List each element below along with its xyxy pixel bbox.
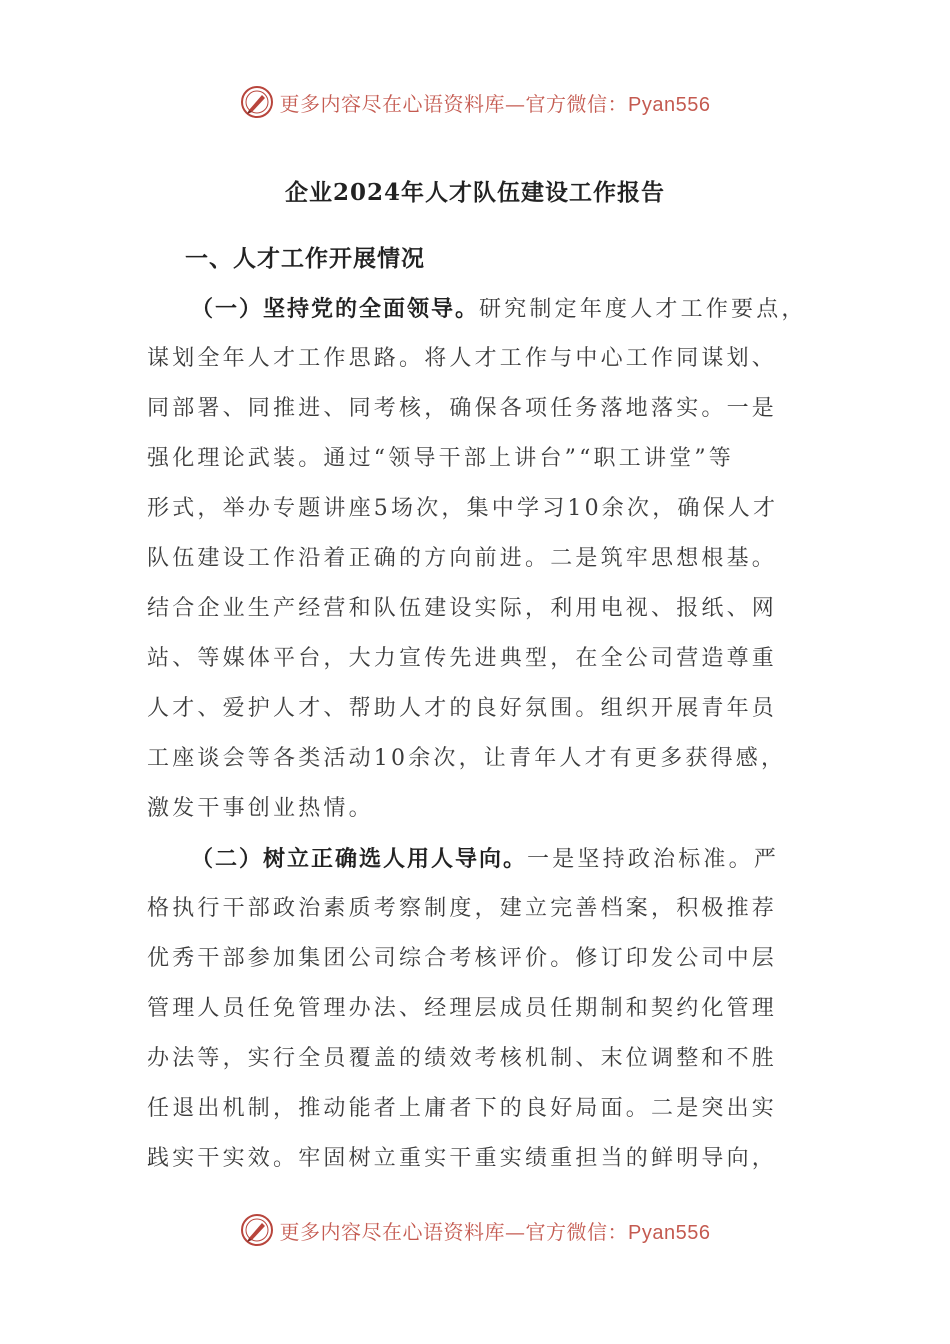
paragraph-line: 结合企业生产经营和队伍建设实际，利用电视、报纸、网 [147,596,778,621]
section-heading: 一、人才工作开展情况 [185,245,425,272]
wechat-id: Pyan556 [628,93,711,116]
paragraph-line: （一）坚持党的全面领导。研究制定年度人才工作要点， [191,296,807,322]
watermark-banner-top [0,82,950,122]
subheading: （二）树立正确选人用人导向。 [191,846,528,872]
paragraph-line: （二）树立正确选人用人导向。一是坚持政治标准。严 [191,846,780,872]
paragraph-line: 人才、爱护人才、帮助人才的良好氛围。组织开展青年员 [147,696,778,721]
watermark-text: 更多内容尽在心语资料库—官方微信：Pyan556 [279,1219,711,1244]
document-body [147,234,807,1184]
paragraph-line: 激发干事创业热情。 [147,796,374,821]
paragraph-line: 站、等媒体平台，大力宣传先进典型，在全公司营造尊重 [147,646,778,671]
paragraph-line: 队伍建设工作沿着正确的方向前进。二是筑牢思想根基。 [147,546,778,571]
paragraph-line: 谋划全年人才工作思路。将人才工作与中心工作同谋划、 [147,346,778,371]
watermark-text: 更多内容尽在心语资料库—官方微信：Pyan556 [279,91,711,116]
paragraph-line: 管理人员任免管理办法、经理层成员任期制和契约化管理 [147,996,778,1021]
subheading: （一）坚持党的全面领导。 [191,296,480,322]
paragraph-line: 工座谈会等各类活动10余次，让青年人才有更多获得感， [147,746,787,771]
paragraph-line: 办法等，实行全员覆盖的绩效考核机制、末位调整和不胜 [147,1046,778,1071]
watermark-banner-bottom [0,1210,950,1250]
paragraph-line: 强化理论武装。通过“领导干部上讲台”“职工讲堂”等 [147,446,734,471]
paragraph-line: 同部署、同推进、同考核，确保各项任务落地落实。一是 [147,396,778,421]
paragraph-line: 形式，举办专题讲座5场次，集中学习10余次，确保人才 [147,496,779,521]
paragraph-line: 格执行干部政治素质考察制度，建立完善档案，积极推荐 [147,896,778,921]
paragraph-line: 践实干实效。牢固树立重实干重实绩重担当的鲜明导向， [147,1146,778,1171]
wechat-id: Pyan556 [628,1221,711,1244]
pen-logo-icon [240,1213,274,1247]
paragraph-line: 优秀干部参加集团公司综合考核评价。修订印发公司中层 [147,946,778,971]
pen-logo-icon [240,85,274,119]
paragraph-line: 任退出机制，推动能者上庸者下的良好局面。二是突出实 [147,1096,778,1121]
document-title: 企业2024年人才队伍建设工作报告 [284,179,665,206]
